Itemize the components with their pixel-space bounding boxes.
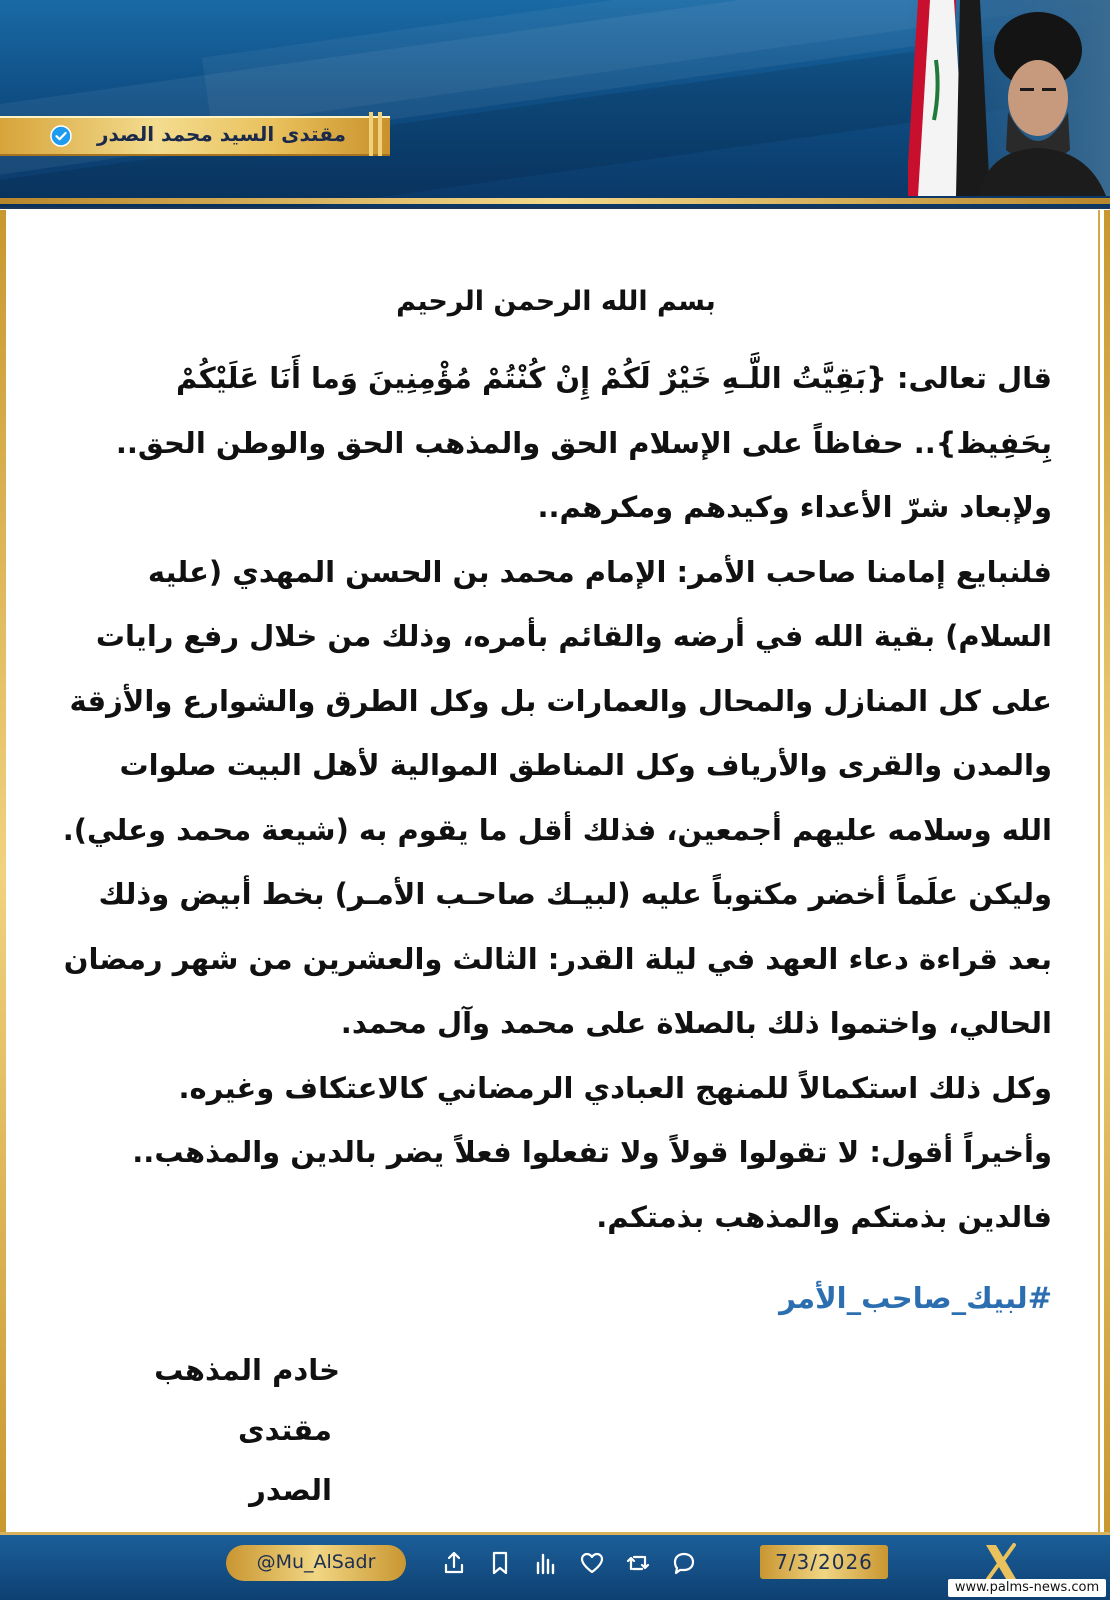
header-gold-divider	[0, 198, 1110, 204]
signature-block	[150, 1340, 450, 1520]
right-gold-border-thin	[1098, 210, 1100, 1532]
paragraph-3: وليكن علَماً أخضر مكتوباً عليه (لبيـك صاحـب الأمـر) بخط أبيض وذلك بعد قراءة دعاء العهد في ليلة القدر: الثالث والعشرين من شهر رمضان الحالي، واختموا ذلك بالصلاة على محمد وآل محمد.	[63, 877, 1052, 1040]
gold-bar-marks	[367, 112, 387, 156]
left-gold-border	[0, 210, 6, 1532]
post-date-text: 7/3/2026	[775, 1550, 873, 1574]
paragraph-5: وأخيراً أقول: لا تقولوا قولاً ولا تفعلوا فعلاً يضر بالدين والمذهب.. فالدين بذمتكم والمذهب بذمتكم.	[132, 1135, 1052, 1234]
account-name-bar	[0, 116, 390, 156]
source-watermark-text: www.palms-news.com	[954, 1580, 1100, 1595]
retweet-icon[interactable]	[624, 1549, 652, 1577]
right-gold-border	[1104, 210, 1110, 1532]
post-actions	[440, 1549, 698, 1581]
like-icon[interactable]	[578, 1549, 606, 1577]
paragraph-4: وكل ذلك استكمالاً للمنهج العبادي الرمضاني كالاعتكاف وغيره.	[178, 1070, 1052, 1105]
account-handle[interactable]	[226, 1545, 406, 1581]
hashtag-link[interactable]: #لبيك_صاحب_الأمر	[779, 1281, 1052, 1315]
verified-check-icon	[50, 125, 72, 147]
flag-and-portrait-image	[908, 0, 1110, 196]
share-icon[interactable]	[440, 1549, 468, 1577]
bookmark-icon[interactable]	[486, 1549, 514, 1577]
account-handle-text: @Mu_AlSadr	[256, 1551, 376, 1573]
views-icon[interactable]	[532, 1549, 560, 1577]
account-name: مقتدى السيد محمد الصدر	[96, 122, 346, 146]
source-watermark	[948, 1579, 1106, 1597]
paragraph-2: فلنبايع إمامنا صاحب الأمر: الإمام محمد بن الحسن المهدي (عليه السلام) بقية الله في أرضه والقائم بأمره، وذلك من خلال رفع رايات على كل المنازل والمحال والعمارات بل وكل الطرق والشوارع والأزقة والمدن والقرى والأرياف وكل المناطق الموالية لأهل البيت صلوات الله وسلامه عليهم أجمعين، فذلك أقل ما يقوم به (شيعة محمد وعلي).	[62, 554, 1052, 847]
signature-title: خادم المذهب	[154, 1353, 340, 1387]
statement-body	[60, 280, 1052, 1325]
reply-icon[interactable]	[670, 1549, 698, 1577]
post-date	[760, 1545, 888, 1579]
footer-bar	[0, 1532, 1110, 1600]
header-banner	[0, 0, 1110, 208]
header-divider	[0, 207, 1110, 209]
paragraph-1: قال تعالى: {بَقِيَّتُ اللَّـهِ خَيْرٌ لَكُمْ إِنْ كُنْتُمْ مُؤْمِنِينَ وَما أَنَا عَلَيْكُمْ بِحَفِيظ}.. حفاظاً على الإسلام الحق والمذهب الحق والوطن الحق.. ولإبعاد شرّ الأعداء وكيدهم ومكرهم..	[115, 361, 1052, 524]
basmala-heading: بسم الله الرحمن الرحيم	[396, 286, 716, 317]
signature-name: مقتدى الصدر	[238, 1413, 332, 1507]
